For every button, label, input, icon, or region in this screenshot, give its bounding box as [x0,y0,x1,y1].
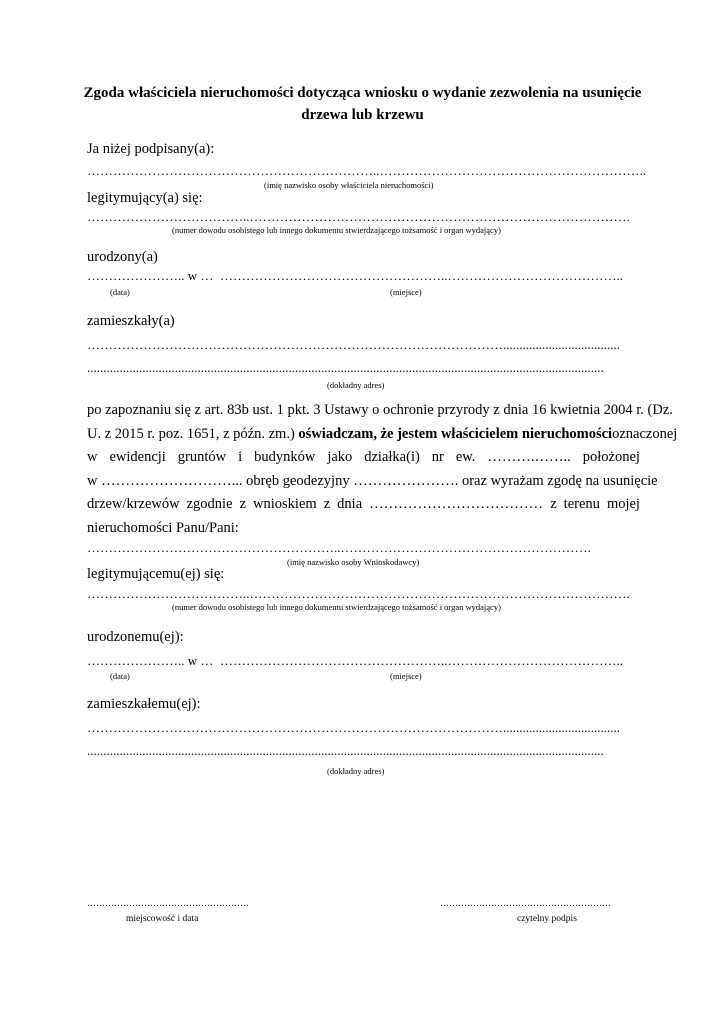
statement-line-1: po zapoznaniu się z art. 83b ust. 1 pkt. 3 Ustawy o ochronie przyrody z dnia 16 kwietnia 2004 r. (Dz. [87,402,673,418]
applicant-name-caption: (imię nazwisko osoby Wnioskodawcy) [287,557,420,567]
applicant-address-field-2[interactable]: ............................................................................................................................................................... [87,743,604,758]
statement-declaration: oświadczam, że jestem właścicielem nieruchomości [298,425,613,442]
owner-intro: Ja niżej podpisany(a): [87,141,215,157]
statement-line-2 [87,423,678,447]
statement-line-4: w ………………………... obręb geodezyjny …………………. oraz wyrażam zgodę na usunięcie [87,472,658,489]
statement-word: ew. [455,449,476,465]
statement-word: w [87,449,98,465]
owner-born-date-field[interactable]: ………………….. w … [87,268,214,283]
application-date-field[interactable]: ……………………………… [369,496,544,512]
applicant-born-label: urodzonemu(ej): [87,629,184,645]
owner-date-caption: (data) [110,287,130,297]
statement-word: z [550,496,557,512]
statement-word: i [238,449,243,465]
owner-address-caption: (dokładny adres) [327,380,385,390]
statement-word: drzew/krzewów [87,496,180,512]
place-date-caption: miejscowość i data [126,914,199,924]
statement-word: mojej [606,496,640,512]
owner-born-place-field[interactable]: ……………………………………………..………………………………….. [220,268,623,283]
owner-name-field[interactable]: …………………………………………………………..…………………………………………………….. [87,163,646,178]
applicant-born-date-field[interactable]: ………………….. w … [87,653,214,668]
statement-word: dnia [337,496,363,512]
owner-address-field-2[interactable]: ............................................................................................................................................................... [87,360,604,375]
owner-id-label: legitymujący(a) się: [87,190,203,206]
applicant-id-label: legitymującemu(ej) się: [87,566,225,582]
applicant-address-caption: (dokładny adres) [327,766,385,776]
statement-line-2a: U. z 2015 r. poz. 1651, z późn. zm.) [87,425,299,442]
applicant-born-place-field[interactable]: ……………………………………………..………………………………….. [220,653,623,668]
statement-word: nr [431,449,444,465]
statement-word: położonej [582,449,640,465]
statement-word: z [239,496,246,512]
statement-word: działka(i) [364,449,420,465]
owner-address-field-1[interactable]: …………………………………………………………………………………….................................... [87,337,620,352]
statement-word: budynków [254,449,316,465]
applicant-address-field-1[interactable]: …………………………………………………………………………………….................................... [87,720,620,735]
statement-word: gruntów [177,449,227,465]
applicant-id-field[interactable]: ………………………………..……………………………………………………………………………. [87,586,630,601]
owner-name-caption: (imię nazwisko osoby właściciela nieruchomości) [264,180,434,190]
owner-born-label: urodzony(a) [87,249,158,265]
owner-place-caption: (miejsce) [390,287,422,297]
statement-word: zgodnie [186,496,233,512]
applicant-address-label: zamieszkałemu(ej): [87,696,201,712]
statement-word: wnioskiem [253,496,317,512]
signature-caption: czytelny podpis [517,914,577,924]
statement-word: z [323,496,331,512]
document-title: Zgoda właściciela nieruchomości dotycząca wniosku o wydanie zezwolenia na usunięcie drzewa lub krzewu [83,85,642,123]
statement-paragraph [87,399,678,540]
owner-id-field[interactable]: ………………………………..……………………………………………………………………………. [87,209,630,224]
statement-word: jako [327,449,353,465]
statement-line-6: nieruchomości Panu/Pani: [87,519,239,536]
statement-line-5 [87,493,640,517]
parcel-number-field[interactable]: ……….…….. [487,449,571,465]
applicant-id-caption: (numer dowodu osobistego lub innego dokumentu stwierdzającego tożsamość i organ wydający) [172,602,501,612]
applicant-name-field[interactable]: …………………………………………………..…………………………………………………. [87,540,591,555]
owner-id-caption: (numer dowodu osobistego lub innego dokumentu stwierdzającego tożsamość i organ wydający) [172,225,501,235]
applicant-place-caption: (miejsce) [390,671,422,681]
place-date-field[interactable]: ……………………………………………… [87,898,249,908]
applicant-date-caption: (data) [110,671,130,681]
statement-word: ewidencji [109,449,166,465]
owner-address-label: zamieszkały(a) [87,313,175,329]
statement-word: terenu [563,496,600,512]
signature-field[interactable]: ………………………………………………… [440,898,611,908]
statement-line-2b: oznaczonej [612,425,678,442]
statement-line-3 [87,446,640,470]
